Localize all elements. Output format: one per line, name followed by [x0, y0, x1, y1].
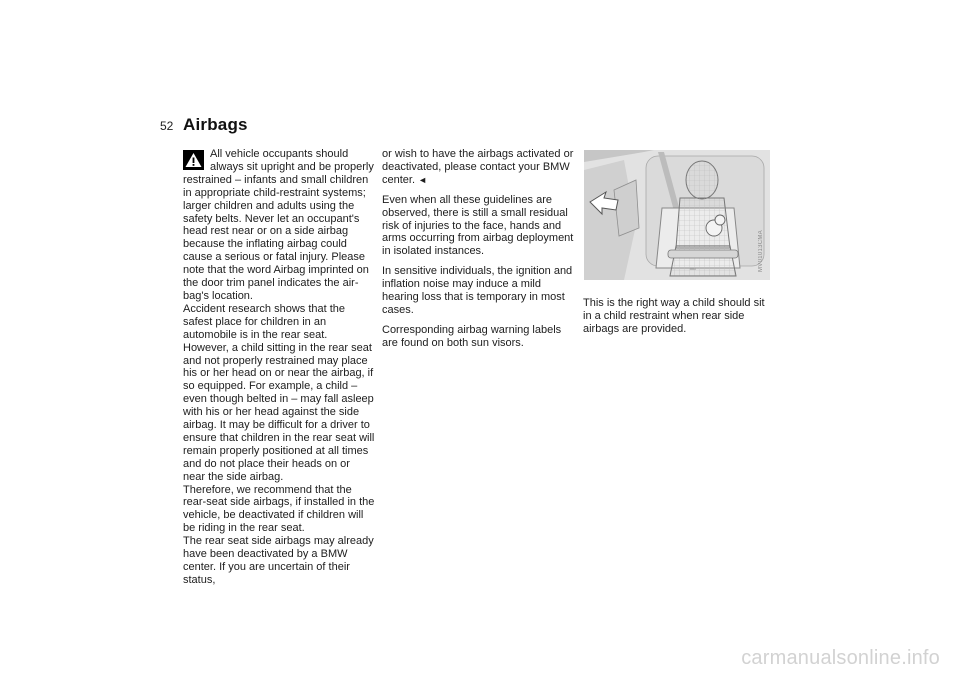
text-column-1: [183, 148, 375, 594]
body-paragraph: [382, 148, 576, 187]
page-number: 52: [160, 119, 174, 133]
warning-continuation-text: or wish to have the airbags activated or deactivated, please contact your BMW center.: [382, 148, 574, 186]
page-title: Airbags: [183, 115, 248, 134]
body-paragraph: In sensitive individuals, the ignition and inflation noise may induce a mild hearing loss that is temporary in most cases.: [382, 265, 573, 316]
body-paragraph: The rear seat side airbags may already have been deactivated by a BMW center. If you are uncertain of their status,: [183, 535, 374, 586]
caption-text: This is the right way a child should sit in a child restraint when rear side airbags are provided.: [583, 297, 765, 335]
figure-code: MV01013CMA: [758, 229, 764, 272]
watermark: carmanualsonline.info: [741, 647, 940, 669]
warning-block: [183, 148, 375, 303]
figure-caption: [583, 297, 775, 343]
warning-end-marker: ◄: [418, 174, 428, 185]
warning-triangle-icon: [183, 150, 204, 170]
body-paragraph: Corresponding airbag warning labels are found on both sun visors.: [382, 323, 562, 349]
text-column-2: [382, 148, 576, 357]
warning-text: All vehicle occupants should always sit upright and be properly restrained – infants and small children in appropriate child-restraint systems; larger children and adults using the safety belts. Never let an occupant's head rest near or on a side airbag because the inflating airbag could cause a serious or fatal injury. Please note that the word Airbag imprinted on the door trim panel indicates the air-bag's location.: [183, 148, 374, 302]
child-restraint-illustration: [584, 150, 770, 280]
body-paragraph: Even when all these guidelines are observed, there is still a small residual risk of injuries to the face, hands and arms occurring from airbag deployment in isolated instances.: [382, 193, 574, 258]
body-paragraph: Accident research shows that the safest place for children in an automobile is in the rear seat. However, a child sitting in the rear seat and not properly restrained may place his or her head on or near the airbag, if so equipped. For example, a child – even though belted in – may fall asleep with his or her head against the side airbag. It may be difficult for a driver to ensure that children in the rear seat will remain properly positioned at all times and do not place their heads on or near the side airbag.: [183, 302, 375, 483]
body-paragraph: Therefore, we recommend that the rear-seat side airbags, if installed in the vehicle, be deactivated if children will be riding in the rear seat.: [183, 483, 375, 535]
